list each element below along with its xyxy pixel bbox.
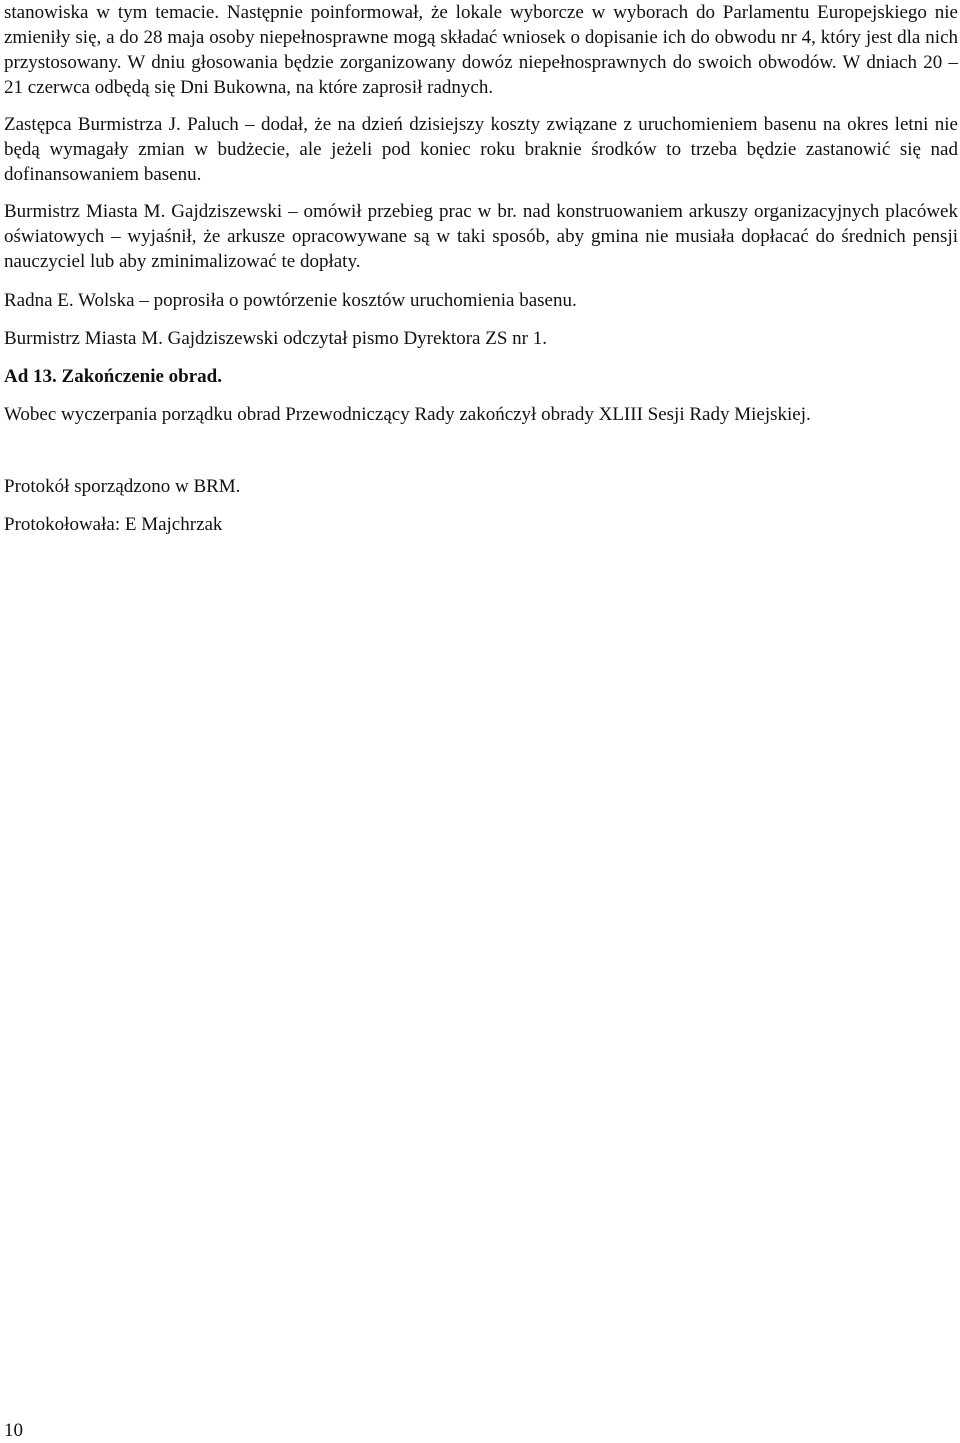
page-number: 10 [4,1420,23,1441]
paragraph-announcements: stanowiska w tym temacie. Następnie poinformował, że lokale wyborcze w wyborach do Parlamentu Europejskiego nie zmieniły się, a do 28 maja osoby niepełnosprawne mogą składać wniosek o dopisanie ich do obwodu nr 4, który jest dla nich przystosowany. W dniu głosowania będzie zorganizowany dowóz niepełnosprawnych do swoich obwodów. W dniach 20 – 21 czerwca odbędą się Dni Bukowna, na które zaprosił radnych. [4,2,958,98]
paragraph-councillor-wolska: Radna E. Wolska – poprosiła o powtórzenie kosztów uruchomienia basenu. [4,290,577,311]
paragraph-mayor-letter: Burmistrz Miasta M. Gajdziszewski odczytał pismo Dyrektora ZS nr 1. [4,328,547,349]
paragraph-mayor-school-sheets: Burmistrz Miasta M. Gajdziszewski – omówił przebieg prac w br. nad konstruowaniem arkuszy organizacyjnych placówek oświatowych – wyjaśnił, że arkusze opracowywane są w taki sposób, aby gmina nie musiała dopłacać do średnich pensji nauczyciel lub aby zminimalizować te dopłaty. [4,201,958,272]
document-page [4,0,958,537]
section-heading: Ad 13. Zakończenie obrad. [4,366,222,387]
protocol-author: Protokołowała: E Majchrzak [4,514,223,535]
closing-paragraph: Wobec wyczerpania porządku obrad Przewodniczący Rady zakończył obrady XLIII Sesji Rady Miejskiej. [4,404,811,425]
protocol-place: Protokół sporządzono w BRM. [4,476,241,497]
paragraph-deputy-mayor: Zastępca Burmistrza J. Paluch – dodał, że na dzień dzisiejszy koszty związane z uruchomieniem basenu na okres letni nie będą wymagały zmian w budżecie, ale jeżeli pod koniec roku braknie środków to trzeba będzie zastanowić się nad dofinansowaniem basenu. [4,114,958,185]
